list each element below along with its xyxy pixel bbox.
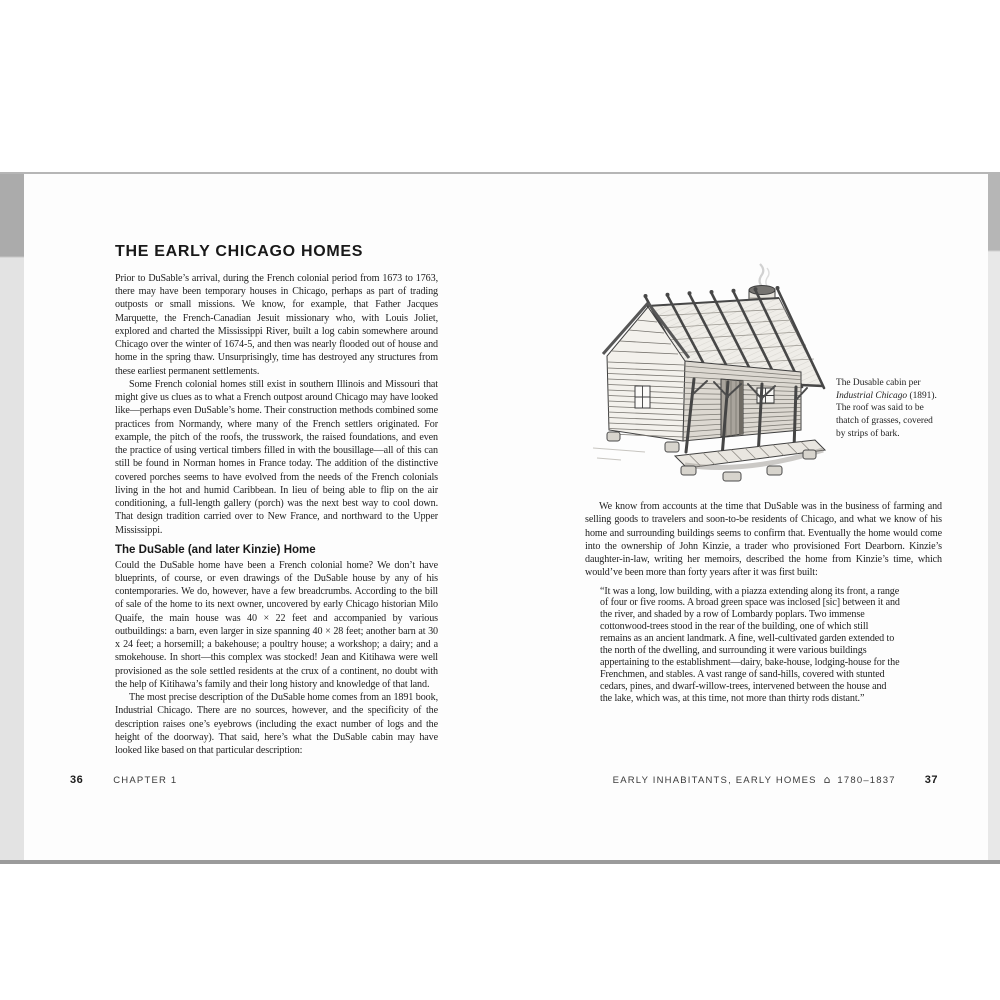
log-cabin-sketch-svg xyxy=(587,260,835,486)
running-footer-left: CHAPTER 1 xyxy=(113,775,178,786)
left-footer xyxy=(70,775,177,786)
page-number-right: 37 xyxy=(924,774,938,786)
right-page xyxy=(585,174,942,860)
cabin-illustration xyxy=(587,260,835,486)
left-page xyxy=(115,244,438,757)
running-footer-years: 1780–1837 xyxy=(837,775,896,786)
running-footer-right: EARLY INHABITANTS, EARLY HOMES xyxy=(612,775,817,786)
block-quote: “It was a long, low building, with a piazza extending along its front, a range of four or five rooms. A broad green space was inclosed [sic] between it and the river, and shaded by a row of Lombardy poplars. Two immense cottonwood-trees stood in the rear of the building, one of which still remains as an ancient landmark. A fine, well-cultivated garden extended to the north of the dwelling, and surrounding it were various buildings appertaining to the establishment—dairy, bake-house, lodging-house for the Frenchmen, and stables. A vast range of sand-hills, covered with stunted cedars, pines, and dwarf-willow-trees, intervened between the house and the lake, which was, at this time, not more than thirty rods distant.” xyxy=(600,585,900,704)
right-page-body xyxy=(585,500,942,705)
caption-text: (1891). The roof was said to be thatch of grasses, covered by strips of bark. xyxy=(836,390,937,439)
paragraph: The most precise description of the DuSable home comes from an 1891 book, Industrial Chicago. There are no sources, however, and the specificity of the description raises one’s eyebrows (including the exact number of logs and the height of the doorway). That said, here’s what the DuSable cabin may have looked like based on that particular description: xyxy=(115,692,438,757)
subsection-heading: The DuSable (and later Kinzie) Home xyxy=(115,543,316,556)
caption-book-title: Industrial Chicago xyxy=(836,390,908,401)
paragraph: Prior to DuSable’s arrival, during the French colonial period from 1673 to 1763, there may have been temporary houses in Chicago, perhaps as part of trading outposts or small missions. We know, for example, that Father Jacques Marquette, the French-Canadian Jesuit missionary who, with Louis Joliet, explored and charted the Mississippi River, built a log cabin somewhere around Chicago over the winter of 1674-5, and then was nearly flooded out of house and home in the spring thaw. Unsurprisingly, time has destroyed any structures from these earliest permanent settlements. xyxy=(115,272,438,377)
page-edge-left xyxy=(0,174,24,860)
page-number-left: 36 xyxy=(70,774,84,786)
section-heading: THE EARLY CHICAGO HOMES xyxy=(115,243,364,260)
paragraph: We know from accounts at the time that DuSable was in the business of farming and selling goods to travelers and soon-to-be residents of Chicago, and what we know of his home and surrounding buildings seems to confirm that. Eventually the home would come into the ownership of John Kinzie, a trader who provisioned Fort Dearborn. Kinzie’s daughter-in-law, writing her memoirs, described the home from Kinzie’s time, which would’ve been more than forty years after it was first built: xyxy=(585,501,942,579)
paragraph: Could the DuSable home have been a French colonial home? We don’t have blueprints, of course, or even drawings of the DuSable house by any of his contemporaries. We do, however, have a few breadcrumbs. According to the bill of sale of the home to its next owner, uncovered by early Chicago historian Milo Quaife, the main house was 40 × 22 feet and accompanied by various outbuildings: a barn, even larger in size spanning 40 × 28 feet; another barn at 30 x 24 feet; a horsemill; a bakehouse; a poultry house; a workshop; a dairy; and a smokehouse. In short—this complex was stocked! Jean and Kitihawa were well provisioned as the sole settled residents at the crux of a continent, no doubt with the help of Kitihawa’s family and their long history and knowledge of that land. xyxy=(115,559,438,690)
page-edge-right xyxy=(988,174,1000,860)
book-spread xyxy=(0,172,1000,864)
ground-lines xyxy=(593,448,645,460)
right-footer xyxy=(613,775,938,786)
illustration-caption xyxy=(836,377,944,441)
caption-text: The Dusable cabin per xyxy=(836,378,921,388)
paragraph: Some French colonial homes still exist in southern Illinois and Missouri that might give us clues as to what a French outpost around Chicago may have looked like—perhaps even DuSable’s home. Their construction methods combined some practices from Normandy, where many of the French settlers originated. For example, the pitch of the roofs, the trusswork, the raised foundations, and even the practice of using vertical timbers filled in with the bousillage—all of this can still be found in Norman homes in France today. The addition of the distinctive covered porches seems to have evolved from the needs of the French colonials living in the hot and humid Caribbean. In lieu of being able to flip on the air conditioning, a full-length gallery (porch) was the next best way to cool down. That design tradition carried over to New France, and northward to the Upper Mississippi. xyxy=(115,378,438,536)
house-icon: ⌂ xyxy=(823,774,831,786)
